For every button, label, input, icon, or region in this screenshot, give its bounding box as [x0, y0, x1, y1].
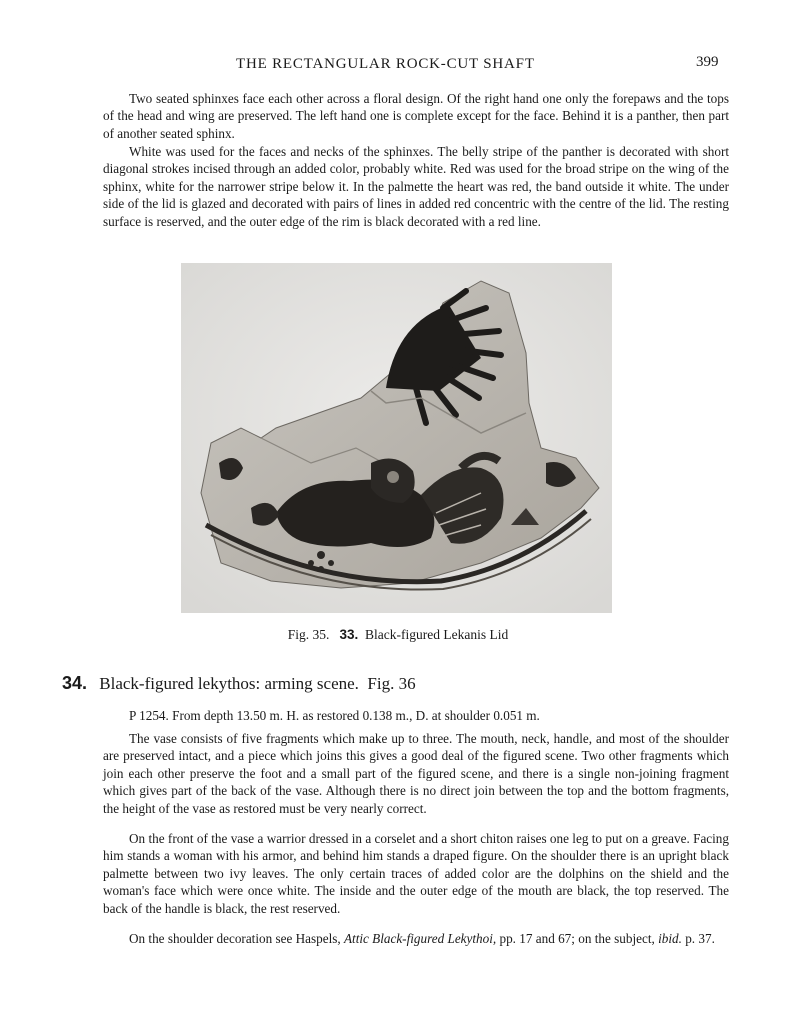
reference-pages: pp. 17 and 67; on the subject, — [499, 931, 655, 946]
reference-lead: On the shoulder decoration see Haspels, — [129, 931, 341, 946]
figure-caption — [0, 627, 796, 643]
section-heading — [62, 673, 416, 694]
body-paragraph-1: The vase consists of five fragments which make up to three. The mouth, neck, handle, and most of the shoulder are preserved intact, and a piece which joins this gives a good deal of the figured scene. Two other fragments which join each other preserve the foot and a small part of the figured scene, and there is a single non-joining fragment which gives part of the back of the vase. Although there is no direct join between the top and the bottom fragments, the height of the vase as restored must be very nearly correct. — [103, 731, 729, 816]
reference-ibid: ibid. — [658, 931, 682, 946]
intro-paragraph-1: Two seated sphinxes face each other across a floral design. Of the right hand one only the forepaws and the tops of the head and wing are preserved. The left hand one is complete except for the face. Behind it is a panther, then part of another seated sphinx. — [103, 91, 729, 141]
figure-item-number: 33. — [339, 627, 359, 642]
section-number: 34. — [62, 673, 88, 693]
page-header — [0, 52, 796, 76]
figure-label: Fig. 35. — [287, 627, 330, 642]
reference-ibid-page: p. 37. — [685, 931, 715, 946]
catalogue-meta: P 1254. From depth 13.50 m. H. as restored 0.138 m., D. at shoulder 0.051 m. — [129, 708, 540, 723]
lekanis-fragment-illustration — [181, 263, 612, 613]
reference-paragraph — [103, 930, 729, 947]
reference-book-title: Attic Black-figured Lekythoi, — [343, 931, 497, 946]
page-number: 399 — [696, 54, 719, 70]
running-title: THE RECTANGULAR ROCK-CUT SHAFT — [236, 56, 535, 72]
section-fig-ref: Fig. 36 — [367, 674, 416, 693]
lekanis-lid-photo — [181, 263, 612, 613]
body-paragraph-2: On the front of the vase a warrior dressed in a corselet and a short chiton raises one leg to put on a greave. Facing him stands a woman with his armor, and behind him stands a draped figure. On the shoulder there is an upright black palmette between two ivy leaves. The only certain traces of added color are the dolphins on the shield and the woman's face which were once white. The inside and the outer edge of the mouth are black, the top reserved. The back of the handle is black, the rest reserved. — [103, 831, 729, 916]
section-title: Black-figured lekythos: arming scene. — [99, 674, 359, 693]
figure-caption-text: Black-figured Lekanis Lid — [365, 627, 509, 642]
intro-paragraph-2: White was used for the faces and necks of the sphinxes. The belly stripe of the panther is decorated with short diagonal strokes incised through an added color, probably white. Red was used for the broad stripe on the wing of the sphinx, white for the narrower stripe below it. In the palmette the heart was red, the band outside it white. The under side of the lid is glazed and decorated with pairs of lines in added red concentric with the centre of the lid. The resting surface is reserved, and the outer edge of the rim is black decorated with a red line. — [103, 144, 729, 229]
